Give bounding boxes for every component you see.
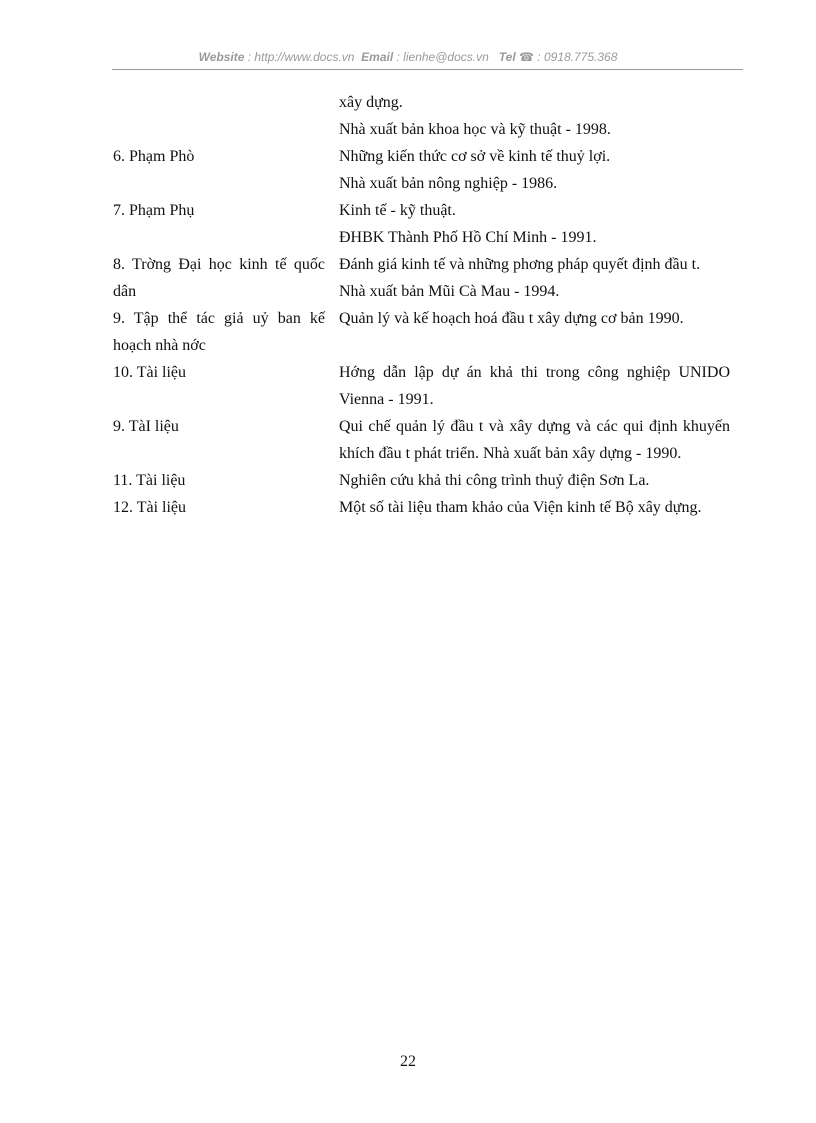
reference-item (113, 251, 730, 305)
reference-line: Nhà xuất bản Mũi Cà Mau - 1994. (339, 283, 560, 300)
reference-detail (339, 467, 730, 494)
reference-line: Đánh giá kinh tế và những phơng pháp quyết định đầu t. (339, 256, 701, 273)
reference-detail (339, 359, 730, 413)
reference-item (113, 467, 730, 494)
reference-detail (339, 413, 730, 467)
reference-line: ĐHBK Thành Phố Hồ Chí Minh - 1991. (339, 229, 597, 246)
reference-author: 10. Tài liệu (113, 364, 187, 381)
page-number: 22 (400, 1053, 416, 1070)
reference-detail (339, 251, 730, 305)
reference-author: 8. Trờng Đại học kinh tế quốc dân (113, 256, 325, 300)
reference-line: Kinh tế - kỹ thuật. (339, 202, 456, 219)
reference-item (113, 413, 730, 467)
reference-item (113, 305, 730, 359)
reference-author: 6. Phạm Phò (113, 148, 195, 165)
reference-line: Qui chế quản lý đầu t và xây dựng và các qui định khuyến khích đầu t phát triển. Nhà xuất bản xây dựng - 1990. (339, 418, 730, 462)
header-divider (112, 69, 743, 70)
reference-list (113, 89, 730, 521)
reference-item (113, 197, 730, 251)
website-label: Website (198, 50, 245, 64)
reference-author: 12. Tài liệu (113, 499, 187, 516)
reference-line: Những kiến thức cơ sở về kinh tế thuỷ lợi. (339, 148, 611, 165)
reference-line: Một số tài liệu tham khảo của Viện kinh tế Bộ xây dựng. (339, 499, 702, 516)
reference-item (113, 359, 730, 413)
reference-author: 7. Phạm Phụ (113, 202, 195, 219)
email-label: Email (361, 50, 394, 64)
reference-detail (339, 494, 730, 521)
reference-author: 11. Tài liệu (113, 472, 186, 489)
reference-detail (339, 197, 730, 251)
website-value: : http://www.docs.vn (247, 50, 355, 64)
reference-detail (339, 89, 730, 143)
reference-line: Hớng dẫn lập dự án khả thi trong công nghiệp UNIDO Vienna - 1991. (339, 364, 730, 408)
reference-detail (339, 143, 730, 197)
reference-author: 9. TàI liệu (113, 418, 179, 435)
reference-line: xây dựng. (339, 94, 403, 111)
reference-author (113, 89, 325, 116)
reference-item (113, 143, 730, 197)
reference-line: Quản lý và kế hoạch hoá đầu t xây dựng cơ bản 1990. (339, 310, 684, 327)
reference-line: Nhà xuất bản nông nghiệp - 1986. (339, 175, 558, 192)
page-header (0, 50, 816, 64)
reference-item (113, 89, 730, 143)
email-value: : lienhe@docs.vn (396, 50, 489, 64)
tel-label: Tel (498, 50, 516, 64)
reference-author: 9. Tập thể tác giả uỷ ban kế hoạch nhà nớc (113, 310, 325, 354)
reference-item (113, 494, 730, 521)
reference-detail (339, 305, 730, 332)
reference-line: Nghiên cứu khả thi công trình thuỷ điện Sơn La. (339, 472, 650, 489)
reference-line: Nhà xuất bản khoa học và kỹ thuật - 1998. (339, 121, 611, 138)
tel-value: ☎ : 0918.775.368 (519, 50, 618, 64)
